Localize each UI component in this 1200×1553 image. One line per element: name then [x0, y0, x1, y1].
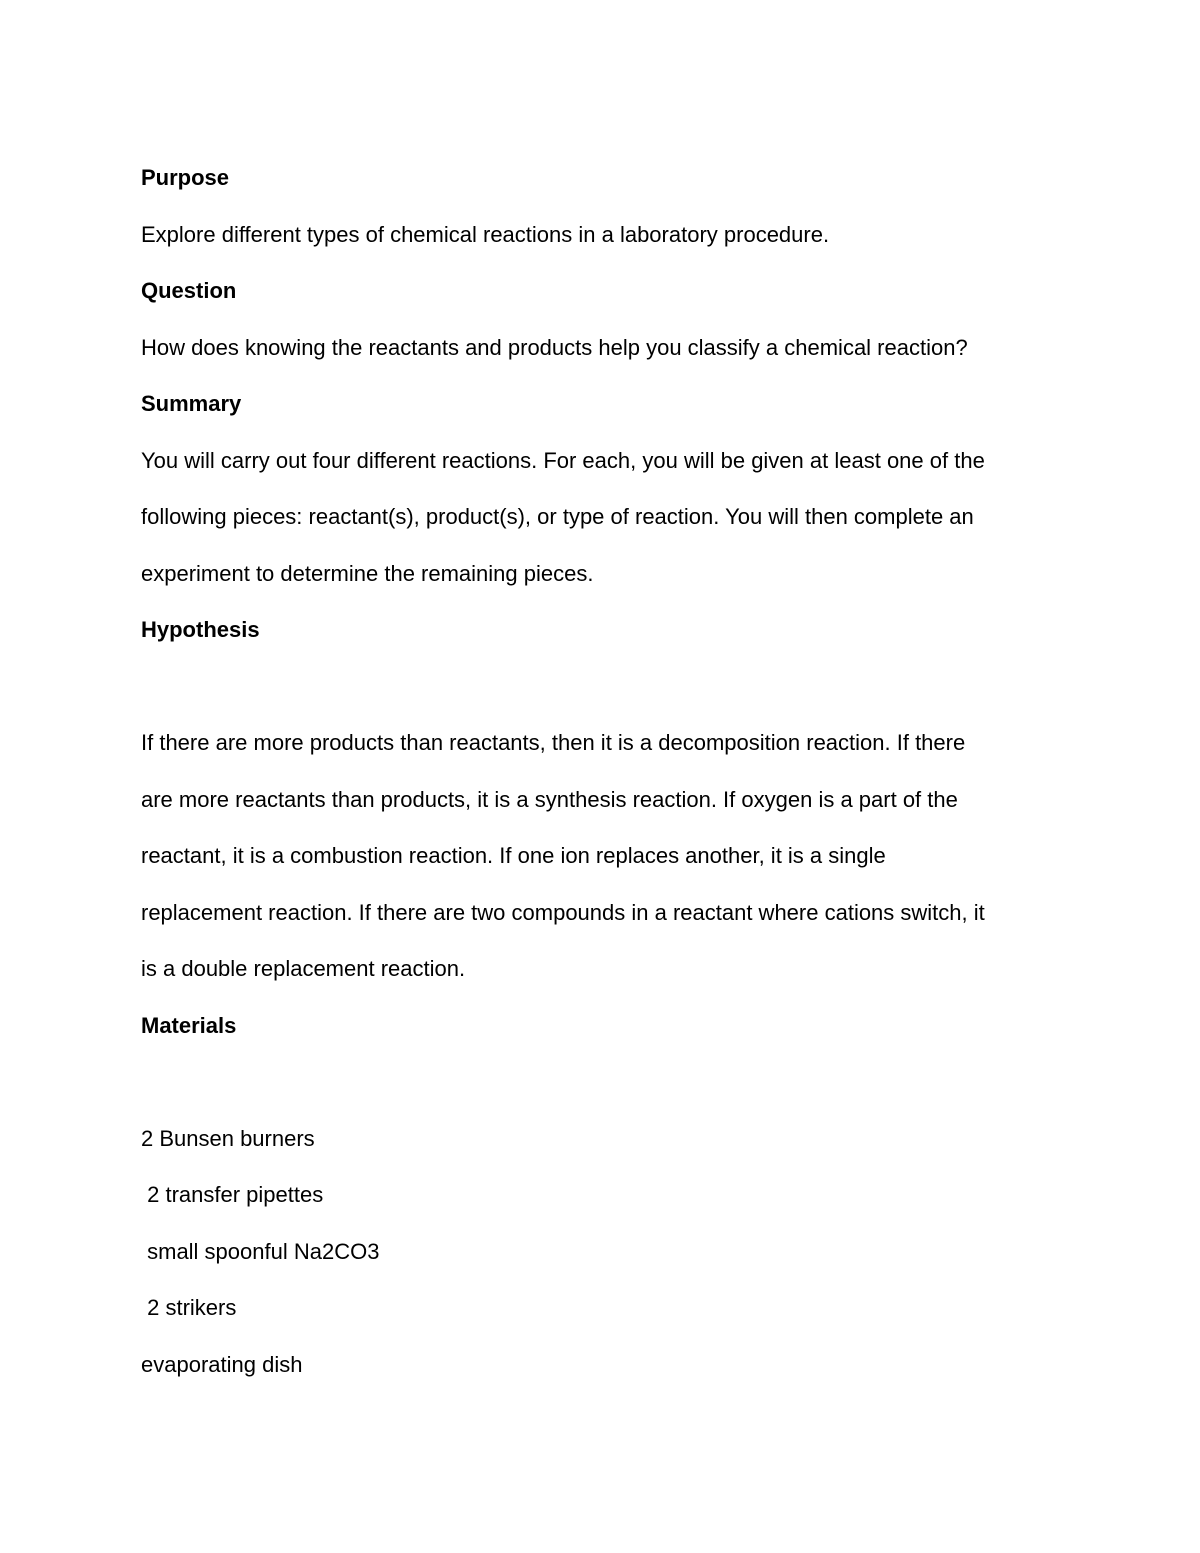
summary-line: experiment to determine the remaining pieces. [141, 560, 594, 586]
question-text: How does knowing the reactants and products help you classify a chemical reaction? [141, 334, 968, 360]
summary-line: You will carry out four different reactions. For each, you will be given at least one of the [141, 447, 985, 473]
blank-line [141, 659, 1061, 716]
summary-heading: Summary [141, 391, 242, 416]
hypothesis-line: is a double replacement reaction. [141, 956, 466, 981]
document-page [141, 150, 1061, 1393]
hypothesis-line: replacement reaction. If there are two compounds in a reactant where cations switch, it [141, 899, 985, 925]
purpose-heading: Purpose [141, 165, 230, 190]
materials-item: 2 strikers [141, 1295, 237, 1320]
hypothesis-line: reactant, it is a combustion reaction. If one ion replaces another, it is a single [141, 843, 886, 868]
materials-item: small spoonful Na2CO3 [141, 1238, 380, 1264]
hypothesis-line: If there are more products than reactants, then it is a decomposition reaction. If there [141, 730, 966, 755]
hypothesis-heading: Hypothesis [141, 617, 260, 642]
materials-heading: Materials [141, 1012, 237, 1038]
summary-line: following pieces: reactant(s), product(s), or type of reaction. You will then complete an [141, 504, 974, 529]
purpose-text: Explore different types of chemical reactions in a laboratory procedure. [141, 221, 830, 247]
materials-item: evaporating dish [141, 1351, 303, 1377]
question-heading: Question [141, 278, 237, 303]
materials-item: 2 transfer pipettes [141, 1182, 324, 1207]
materials-item: 2 Bunsen burners [141, 1125, 315, 1151]
hypothesis-line: are more reactants than products, it is a synthesis reaction. If oxygen is a part of the [141, 786, 958, 812]
blank-line [141, 1054, 1061, 1111]
